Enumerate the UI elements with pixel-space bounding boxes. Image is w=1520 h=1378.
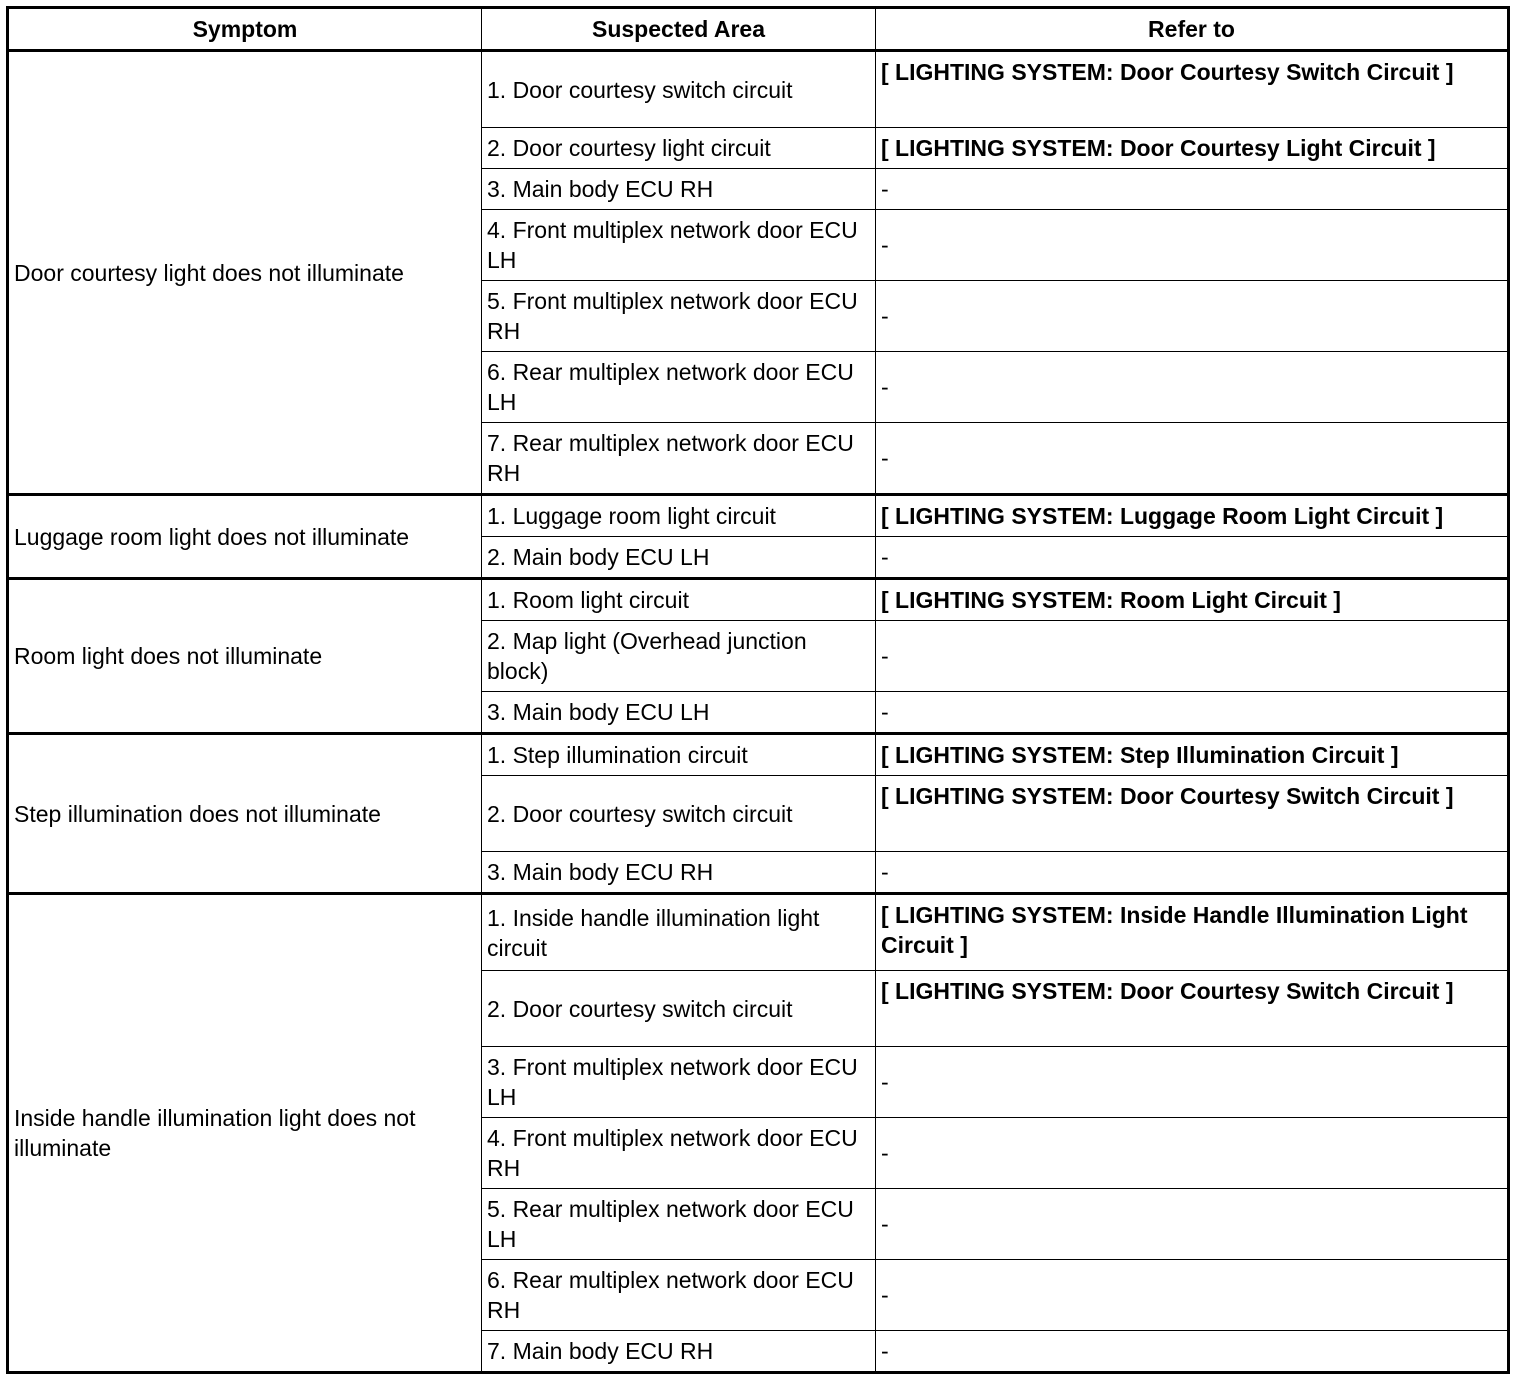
symptom-cell: Luggage room light does not illuminate [8, 495, 482, 579]
suspected-area-cell: 3. Main body ECU RH [482, 852, 876, 894]
suspected-area-cell: 6. Rear multiplex network door ECU RH [482, 1260, 876, 1331]
suspected-area-cell: 7. Rear multiplex network door ECU RH [482, 423, 876, 495]
suspected-area-cell: 3. Main body ECU RH [482, 169, 876, 210]
header-refer-to: Refer to [876, 8, 1509, 51]
refer-to-link[interactable]: [ LIGHTING SYSTEM: Door Courtesy Switch Circuit ] [876, 51, 1509, 128]
table-row [8, 894, 1509, 971]
refer-to-cell: - [876, 352, 1509, 423]
symptom-cell: Room light does not illuminate [8, 579, 482, 734]
suspected-area-cell: 1. Inside handle illumination light circuit [482, 894, 876, 971]
header-symptom: Symptom [8, 8, 482, 51]
refer-to-cell: - [876, 281, 1509, 352]
suspected-area-cell: 1. Room light circuit [482, 579, 876, 621]
refer-to-link[interactable]: [ LIGHTING SYSTEM: Inside Handle Illumination Light Circuit ] [876, 894, 1509, 971]
refer-to-cell: - [876, 1118, 1509, 1189]
header-suspected-area: Suspected Area [482, 8, 876, 51]
symptom-cell: Step illumination does not illuminate [8, 734, 482, 894]
refer-to-cell: - [876, 1331, 1509, 1373]
table-row [8, 734, 1509, 776]
refer-to-cell: - [876, 1189, 1509, 1260]
refer-to-link[interactable]: [ LIGHTING SYSTEM: Door Courtesy Switch Circuit ] [876, 776, 1509, 852]
refer-to-cell: - [876, 169, 1509, 210]
refer-to-cell: - [876, 852, 1509, 894]
suspected-area-cell: 7. Main body ECU RH [482, 1331, 876, 1373]
suspected-area-cell: 2. Door courtesy switch circuit [482, 971, 876, 1047]
table-header-row [8, 8, 1509, 51]
suspected-area-cell: 2. Door courtesy switch circuit [482, 776, 876, 852]
suspected-area-cell: 2. Map light (Overhead junction block) [482, 621, 876, 692]
suspected-area-cell: 2. Door courtesy light circuit [482, 128, 876, 169]
refer-to-link[interactable]: [ LIGHTING SYSTEM: Step Illumination Circuit ] [876, 734, 1509, 776]
refer-to-link[interactable]: [ LIGHTING SYSTEM: Luggage Room Light Circuit ] [876, 495, 1509, 537]
suspected-area-cell: 5. Rear multiplex network door ECU LH [482, 1189, 876, 1260]
symptom-group [8, 894, 1509, 1373]
symptom-group [8, 495, 1509, 579]
suspected-area-cell: 3. Main body ECU LH [482, 692, 876, 734]
symptom-group [8, 734, 1509, 894]
suspected-area-cell: 5. Front multiplex network door ECU RH [482, 281, 876, 352]
refer-to-cell: - [876, 692, 1509, 734]
symptom-group [8, 579, 1509, 734]
refer-to-cell: - [876, 621, 1509, 692]
suspected-area-cell: 4. Front multiplex network door ECU LH [482, 210, 876, 281]
table-row [8, 51, 1509, 128]
refer-to-cell: - [876, 210, 1509, 281]
suspected-area-cell: 4. Front multiplex network door ECU RH [482, 1118, 876, 1189]
refer-to-cell: - [876, 537, 1509, 579]
refer-to-cell: - [876, 423, 1509, 495]
suspected-area-cell: 1. Step illumination circuit [482, 734, 876, 776]
refer-to-link[interactable]: [ LIGHTING SYSTEM: Door Courtesy Light Circuit ] [876, 128, 1509, 169]
refer-to-cell: - [876, 1260, 1509, 1331]
suspected-area-cell: 1. Door courtesy switch circuit [482, 51, 876, 128]
refer-to-link[interactable]: [ LIGHTING SYSTEM: Door Courtesy Switch Circuit ] [876, 971, 1509, 1047]
table-row [8, 579, 1509, 621]
table-row [8, 495, 1509, 537]
refer-to-link[interactable]: [ LIGHTING SYSTEM: Room Light Circuit ] [876, 579, 1509, 621]
symptom-group [8, 51, 1509, 495]
suspected-area-cell: 6. Rear multiplex network door ECU LH [482, 352, 876, 423]
problem-symptoms-table [6, 6, 1510, 1374]
symptom-cell: Door courtesy light does not illuminate [8, 51, 482, 495]
refer-to-cell: - [876, 1047, 1509, 1118]
suspected-area-cell: 2. Main body ECU LH [482, 537, 876, 579]
suspected-area-cell: 1. Luggage room light circuit [482, 495, 876, 537]
symptom-cell: Inside handle illumination light does not illuminate [8, 894, 482, 1373]
suspected-area-cell: 3. Front multiplex network door ECU LH [482, 1047, 876, 1118]
